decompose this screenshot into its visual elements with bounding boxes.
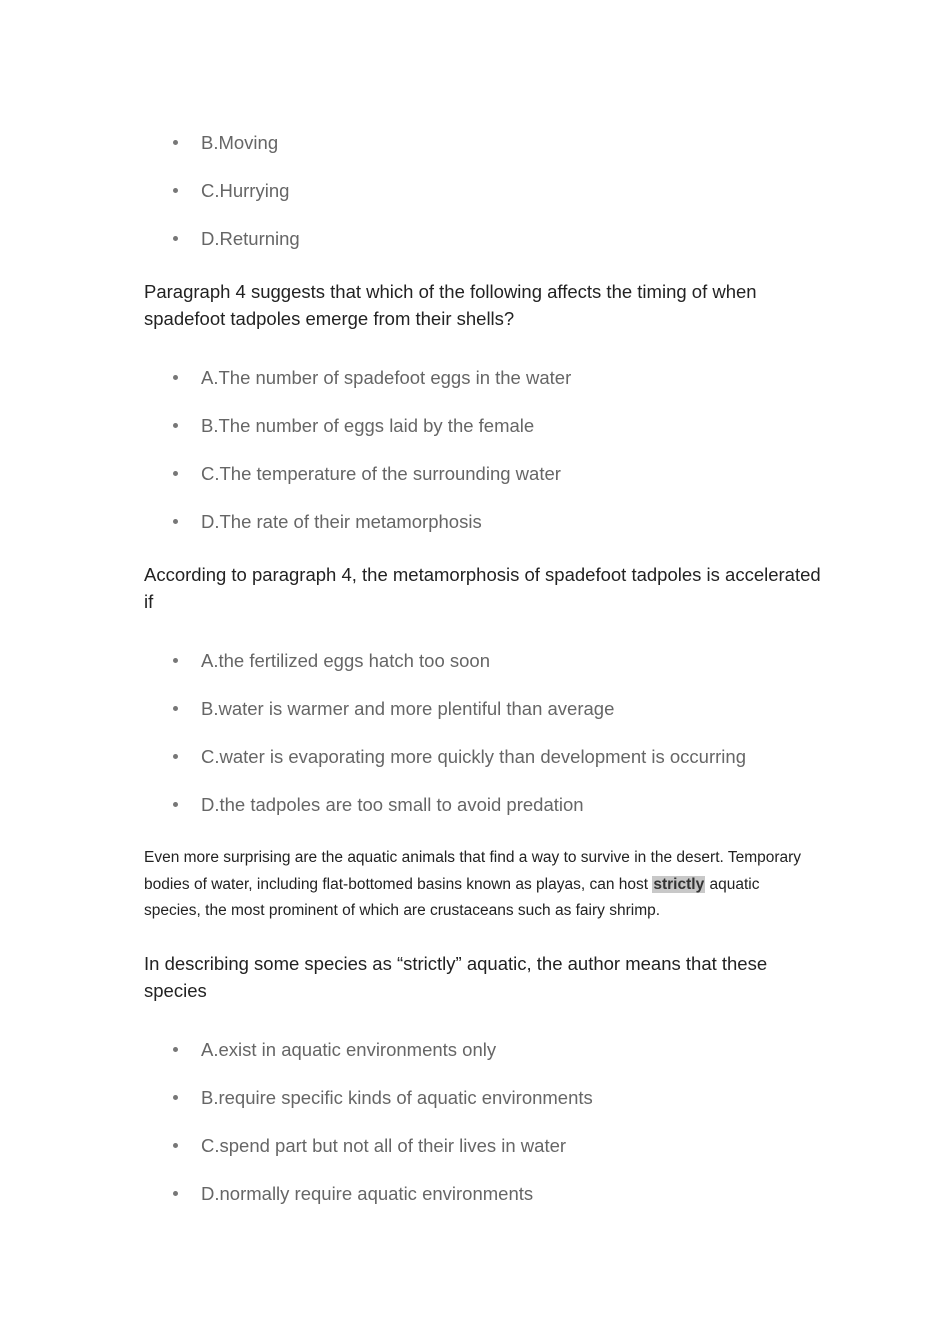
option-text: D.the tadpoles are too small to avoid predation	[201, 794, 584, 815]
option-text: B.require specific kinds of aquatic environments	[201, 1087, 593, 1108]
bullet-icon	[173, 1047, 178, 1052]
option-text: A.The number of spadefoot eggs in the water	[201, 367, 572, 388]
option-text: A.the fertilized eggs hatch too soon	[201, 650, 490, 671]
question-text: In describing some species as “strictly” aquatic, the author means that these species	[144, 953, 768, 1001]
bullet-icon	[173, 519, 178, 524]
passage-text-before: Even more surprising are the aquatic animals that find a way to survive in the desert. Temporary bodies of water, including flat-bottomed basins known as playas, can host	[144, 849, 802, 893]
bullet-icon	[173, 188, 178, 193]
bullet-icon	[173, 706, 178, 711]
bullet-icon	[173, 140, 178, 145]
bullet-icon	[173, 1095, 178, 1100]
question-text: Paragraph 4 suggests that which of the following affects the timing of when spadefoot tadpoles emerge from their shells?	[144, 281, 757, 329]
option-item[interactable]	[0, 226, 950, 252]
option-item[interactable]	[0, 648, 950, 674]
option-item[interactable]	[0, 1181, 950, 1207]
option-item[interactable]	[0, 130, 950, 156]
option-item[interactable]	[0, 509, 950, 535]
option-text: C.The temperature of the surrounding water	[201, 463, 561, 484]
bullet-icon	[173, 375, 178, 380]
option-text: D.The rate of their metamorphosis	[201, 511, 482, 532]
option-item[interactable]	[0, 1133, 950, 1159]
option-item[interactable]	[0, 413, 950, 439]
bullet-icon	[173, 236, 178, 241]
option-item[interactable]	[0, 178, 950, 204]
option-text: B.Moving	[201, 132, 279, 153]
bullet-icon	[173, 1143, 178, 1148]
bullet-icon	[173, 658, 178, 663]
option-item[interactable]	[0, 365, 950, 391]
bullet-icon	[173, 471, 178, 476]
option-text: B.water is warmer and more plentiful than average	[201, 698, 615, 719]
question-text: According to paragraph 4, the metamorphosis of spadefoot tadpoles is accelerated if	[144, 564, 821, 612]
bullet-icon	[173, 802, 178, 807]
option-item[interactable]	[0, 1037, 950, 1063]
option-item[interactable]	[0, 792, 950, 818]
bullet-icon	[173, 423, 178, 428]
option-item[interactable]	[0, 461, 950, 487]
option-text: B.The number of eggs laid by the female	[201, 415, 535, 436]
option-text: A.exist in aquatic environments only	[201, 1039, 497, 1060]
option-text: D.Returning	[201, 228, 300, 249]
bullet-icon	[173, 1191, 178, 1196]
option-text: C.water is evaporating more quickly than development is occurring	[201, 746, 746, 767]
option-item[interactable]	[0, 1085, 950, 1111]
bullet-icon	[173, 754, 178, 759]
option-text: C.spend part but not all of their lives in water	[201, 1135, 567, 1156]
highlighted-word: strictly	[653, 875, 705, 893]
option-item[interactable]	[0, 744, 950, 770]
option-text: C.Hurrying	[201, 180, 290, 201]
passage-text-after: aquatic species, the most prominent of which are crustaceans such as fairy shrimp.	[144, 875, 760, 919]
option-item[interactable]	[0, 696, 950, 722]
option-text: D.normally require aquatic environments	[201, 1183, 534, 1204]
passage-excerpt	[144, 845, 809, 925]
